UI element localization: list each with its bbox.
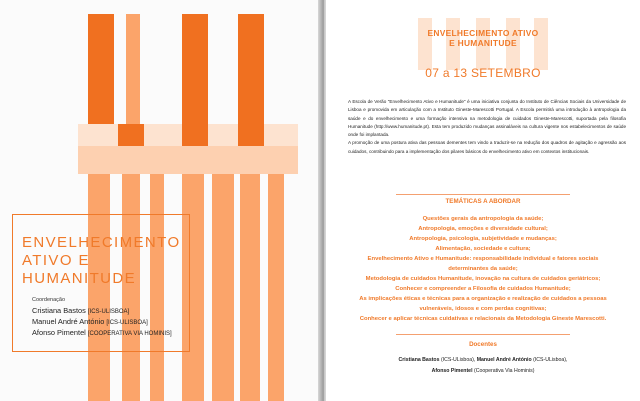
teacher-name: Manuel André António bbox=[476, 357, 532, 363]
cover-stripe bbox=[240, 174, 260, 401]
teachers-line-2 bbox=[326, 368, 640, 374]
topic-item: Conhecer e compreender a Filosofia de cuidados Humanitude; bbox=[395, 286, 571, 292]
coordinator-name: Manuel André António bbox=[32, 317, 105, 326]
topic-item: Conhecer e aplicar técnicas cuidativas e relacionais da Metodologia Gineste Marescotti. bbox=[359, 316, 607, 322]
divider bbox=[396, 194, 570, 195]
teacher-name: Afonso Pimentel bbox=[431, 368, 473, 374]
teacher-affiliation: (ICS-ULisboa), bbox=[533, 357, 568, 363]
coordination-label: Coordenação bbox=[32, 297, 66, 303]
header-title-line-2: E HUMANITUDE bbox=[449, 38, 517, 48]
coordinator-name: Afonso Pimentel bbox=[32, 328, 86, 337]
cover-stripe bbox=[182, 124, 208, 146]
topic-item: Envelhecimento Ativo e Humanitude: responsabilidade individual e fatores sociais bbox=[367, 256, 599, 262]
topics-heading: TEMÁTICAS A ABORDAR bbox=[445, 198, 521, 205]
coordinator-affiliation: [ICS-ULISBOA] bbox=[106, 320, 148, 326]
cover-stripe bbox=[212, 174, 234, 401]
topic-item: Antropologia, emoções e diversidade cultural; bbox=[418, 226, 548, 232]
intro-paragraph-1: A Escola de Verão "Envelhecimento Ativo e Humanitude" é uma iniciativa conjunta do Instituto de Ciências Sociais da Universidade de Lisboa e promovida em articulação com a Instituto Gineste-Marescotti Portugal. A Escola permitirá uma introdução à antropologia da saúde e do envelhecimento e uma formação intensiva na metodologia de cuidados Gineste-Marescotti, suportada pela filosofia Humanitude (http://www.humanitude.pt). Esta tem produzido mudanças assinaláveis na cultura vigente nos estabelecimentos de saúde onde foi implantada. bbox=[348, 99, 626, 138]
cover-stripe bbox=[118, 124, 144, 146]
topic-item: Alimentação, sociedade e cultura; bbox=[435, 246, 531, 252]
coordinator-affiliation: [COOPERATIVA VIA HOMINIS] bbox=[87, 331, 172, 337]
coordinator-affiliation: [ICS-ULISBOA] bbox=[87, 309, 130, 315]
topic-item: As implicações éticas e técnicas para a organização e realização de cuidados a pessoas bbox=[359, 296, 607, 302]
divider bbox=[396, 334, 570, 335]
event-dates: 07 a 13 SETEMBRO bbox=[425, 66, 541, 80]
coordinator-name: Cristiana Bastos bbox=[32, 306, 86, 315]
cover-stripe bbox=[268, 174, 284, 401]
topic-item: vulneráveis, idosos e com perdas cognitivas; bbox=[419, 306, 547, 312]
right-page bbox=[326, 0, 640, 401]
teacher-affiliation: (Cooperativa Via Hominis) bbox=[473, 368, 535, 374]
cover-title-line-3: HUMANITUDE bbox=[22, 270, 136, 287]
cover-stripe bbox=[238, 14, 264, 124]
cover-band bbox=[78, 146, 298, 174]
teachers-line-1 bbox=[326, 357, 640, 363]
coordinator-3 bbox=[32, 328, 172, 337]
cover-stripe bbox=[88, 14, 114, 124]
topic-item: determinantes da saúde; bbox=[448, 266, 518, 272]
header-title-line-1: ENVELHECIMENTO ATIVO bbox=[427, 28, 539, 38]
teachers-heading: Docentes bbox=[469, 341, 497, 348]
coordinator-2 bbox=[32, 317, 148, 326]
cover-stripe bbox=[182, 14, 208, 124]
intro-text bbox=[348, 98, 626, 156]
topic-item: Questões gerais da antropologia da saúde; bbox=[422, 216, 544, 222]
cover-title-line-1: ENVELHECIMENTO bbox=[22, 234, 181, 251]
cover-stripe bbox=[126, 14, 140, 124]
topic-item: Metodologia de cuidados Humanitude, inovação na cultura de cuidados geriátricos; bbox=[365, 276, 601, 282]
teacher-name: Cristiana Bastos bbox=[398, 357, 440, 363]
cover-stripe bbox=[238, 124, 264, 146]
coordinator-1 bbox=[32, 306, 129, 315]
cover-title-line-2: ATIVO E bbox=[22, 252, 90, 269]
intro-paragraph-2: A promoção de uma postura ativa das pessoas dementes tem vindo a traduzir-se na redução dos quadros de agitação e agressão aos cuidados, contribuindo para a implementação dos pilares básicos do envelhecimento ativo em contextos institucionais. bbox=[348, 140, 626, 154]
teacher-affiliation: (ICS-ULisboa), bbox=[440, 357, 476, 363]
topic-item: Antropologia, psicologia, subjetividade e mudanças; bbox=[409, 236, 557, 242]
